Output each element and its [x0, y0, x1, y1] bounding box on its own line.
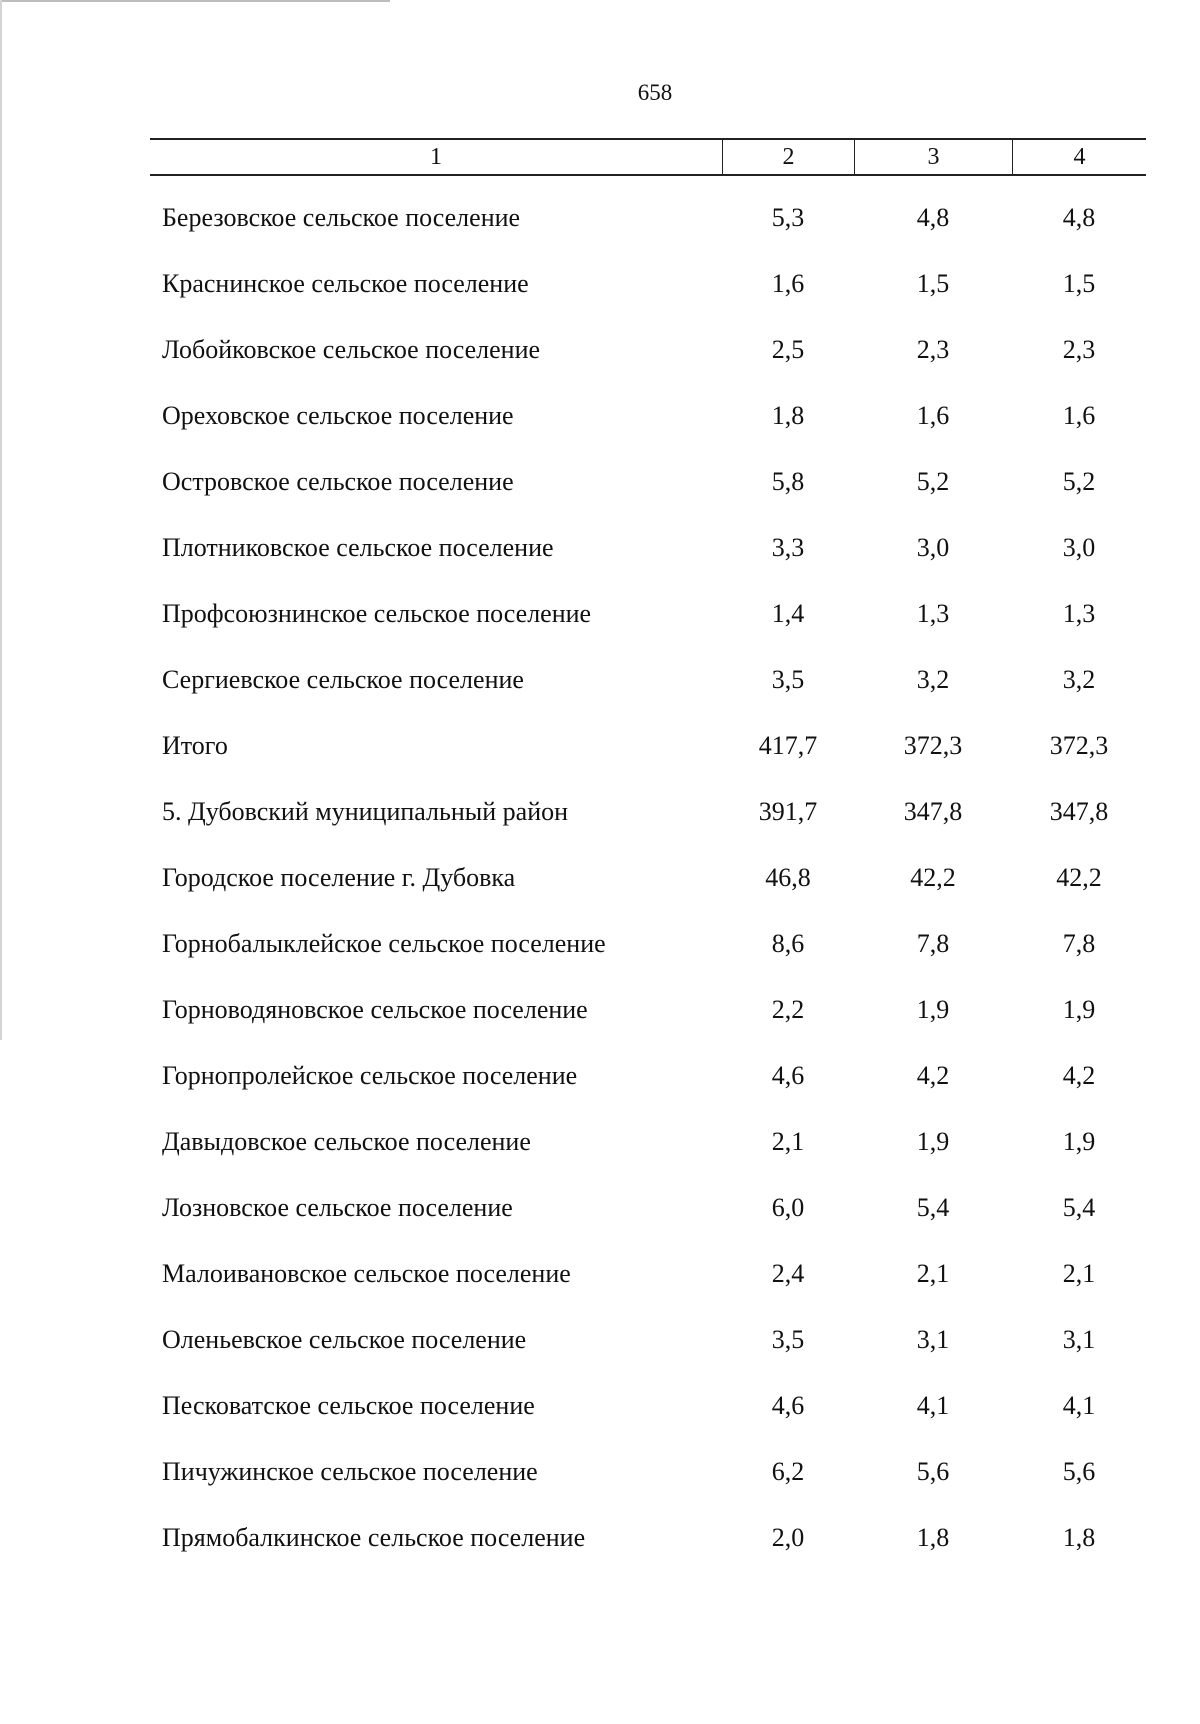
value-col4-cell: 1,8 — [1062, 1523, 1096, 1552]
value-col2-cell: 5,3 — [771, 203, 805, 232]
settlement-name-cell: Горноводяновское сельское поселение — [162, 995, 588, 1024]
value-col3-cell: 5,6 — [916, 1457, 950, 1486]
settlement-name-cell: Городское поселение г. Дубовка — [162, 863, 516, 892]
table-row — [150, 515, 1146, 581]
value-col4-cell: 1,9 — [1062, 1127, 1096, 1156]
value-col2-cell: 3,5 — [771, 665, 805, 694]
value-col4-cell: 1,3 — [1062, 599, 1096, 628]
table-row — [150, 317, 1146, 383]
value-col3-cell: 1,3 — [916, 599, 950, 628]
settlement-name-cell: Итого — [162, 731, 228, 760]
value-col3-cell: 1,9 — [916, 1127, 950, 1156]
table-row — [150, 647, 1146, 713]
value-col2-cell: 3,3 — [771, 533, 805, 562]
settlement-name-cell: Песковатское сельское поселение — [162, 1391, 535, 1420]
value-col4-cell: 5,2 — [1062, 467, 1096, 496]
value-col4-cell: 1,9 — [1062, 995, 1096, 1024]
value-col4-cell: 1,6 — [1062, 401, 1096, 430]
table-header — [150, 138, 1146, 176]
settlement-name-cell: Пичужинское сельское поселение — [162, 1457, 538, 1486]
settlement-name-cell: Лобойковское сельское поселение — [162, 335, 541, 364]
settlement-name-cell: Сергиевское сельское поселение — [162, 665, 524, 694]
value-col4-cell: 3,2 — [1062, 665, 1096, 694]
table-row — [150, 449, 1146, 515]
column-header-1: 1 — [430, 143, 442, 170]
value-col4-cell: 3,1 — [1062, 1325, 1096, 1354]
value-col2-cell: 391,7 — [758, 797, 818, 826]
value-col3-cell: 3,1 — [916, 1325, 950, 1354]
value-col3-cell: 42,2 — [910, 863, 956, 892]
table-row — [150, 383, 1146, 449]
value-col2-cell: 2,0 — [771, 1523, 805, 1552]
table-row — [150, 581, 1146, 647]
value-col2-cell: 1,4 — [771, 599, 805, 628]
table-row — [150, 1043, 1146, 1109]
value-col4-cell: 1,5 — [1062, 269, 1096, 298]
table-row — [150, 185, 1146, 251]
value-col2-cell: 4,6 — [771, 1391, 805, 1420]
value-col3-cell: 2,3 — [916, 335, 950, 364]
value-col3-cell: 347,8 — [903, 797, 963, 826]
value-col4-cell: 5,6 — [1062, 1457, 1096, 1486]
table-row — [150, 1175, 1146, 1241]
table-row — [150, 911, 1146, 977]
table-row — [150, 251, 1146, 317]
value-col3-cell: 4,1 — [916, 1391, 950, 1420]
settlement-name-cell: Ореховское сельское поселение — [162, 401, 514, 430]
table-row — [150, 845, 1146, 911]
table-row — [150, 1373, 1146, 1439]
value-col2-cell: 46,8 — [765, 863, 811, 892]
value-col4-cell: 4,1 — [1062, 1391, 1096, 1420]
value-col2-cell: 1,6 — [771, 269, 805, 298]
settlement-name-cell: Плотниковское сельское поселение — [162, 533, 554, 562]
value-col2-cell: 6,2 — [771, 1457, 805, 1486]
value-col3-cell: 1,5 — [916, 269, 950, 298]
value-col3-cell: 1,8 — [916, 1523, 950, 1552]
value-col3-cell: 5,2 — [916, 467, 950, 496]
settlement-name-cell: Горнобалыклейское сельское поселение — [162, 929, 606, 958]
value-col4-cell: 2,1 — [1062, 1259, 1096, 1288]
table-row — [150, 1505, 1146, 1571]
value-col2-cell: 2,2 — [771, 995, 805, 1024]
value-col3-cell: 372,3 — [903, 731, 963, 760]
value-col3-cell: 1,9 — [916, 995, 950, 1024]
value-col4-cell: 4,8 — [1062, 203, 1096, 232]
value-col4-cell: 2,3 — [1062, 335, 1096, 364]
value-col3-cell: 4,8 — [916, 203, 950, 232]
value-col2-cell: 3,5 — [771, 1325, 805, 1354]
table-row — [150, 1109, 1146, 1175]
value-col4-cell: 4,2 — [1062, 1061, 1096, 1090]
table-body — [150, 185, 1146, 1571]
value-col3-cell: 4,2 — [916, 1061, 950, 1090]
value-col2-cell: 2,5 — [771, 335, 805, 364]
value-col4-cell: 7,8 — [1062, 929, 1096, 958]
value-col3-cell: 1,6 — [916, 401, 950, 430]
value-col3-cell: 5,4 — [916, 1193, 950, 1222]
settlement-name-cell: Краснинское сельское поселение — [162, 269, 529, 298]
value-col4-cell: 3,0 — [1062, 533, 1096, 562]
value-col2-cell: 4,6 — [771, 1061, 805, 1090]
settlement-name-cell: Давыдовское сельское поселение — [162, 1127, 531, 1156]
value-col2-cell: 8,6 — [771, 929, 805, 958]
settlement-name-cell: Оленьевское сельское поселение — [162, 1325, 527, 1354]
settlement-name-cell: Березовское сельское поселение — [162, 203, 521, 232]
settlement-name-cell: Островское сельское поселение — [162, 467, 514, 496]
value-col4-cell: 372,3 — [1049, 731, 1109, 760]
value-col2-cell: 1,8 — [771, 401, 805, 430]
scan-edge-top — [0, 0, 390, 2]
settlement-name-cell: Лозновское сельское поселение — [162, 1193, 513, 1222]
value-col2-cell: 5,8 — [771, 467, 805, 496]
table-row — [150, 1307, 1146, 1373]
scan-edge-left — [0, 0, 2, 1040]
settlement-name-cell: 5. Дубовский муниципальный район — [162, 797, 569, 826]
value-col3-cell: 3,0 — [916, 533, 950, 562]
column-header-2: 2 — [722, 140, 854, 174]
settlement-name-cell: Прямобалкинское сельское поселение — [162, 1523, 586, 1552]
page-number: 658 — [637, 80, 673, 105]
value-col3-cell: 2,1 — [916, 1259, 950, 1288]
settlement-name-cell: Профсоюзнинское сельское поселение — [162, 599, 592, 628]
value-col4-cell: 347,8 — [1049, 797, 1109, 826]
table-row — [150, 1439, 1146, 1505]
table-row — [150, 713, 1146, 779]
table-row — [150, 1241, 1146, 1307]
value-col2-cell: 2,1 — [771, 1127, 805, 1156]
settlement-name-cell: Горнопролейское сельское поселение — [162, 1061, 578, 1090]
table-row — [150, 977, 1146, 1043]
value-col4-cell: 42,2 — [1056, 863, 1102, 892]
value-col2-cell: 417,7 — [758, 731, 818, 760]
settlement-name-cell: Малоивановское сельское поселение — [162, 1259, 571, 1288]
value-col3-cell: 7,8 — [916, 929, 950, 958]
value-col4-cell: 5,4 — [1062, 1193, 1096, 1222]
column-header-4: 4 — [1012, 140, 1146, 174]
value-col2-cell: 6,0 — [771, 1193, 805, 1222]
value-col3-cell: 3,2 — [916, 665, 950, 694]
column-header-3: 3 — [854, 140, 1012, 174]
table-row — [150, 779, 1146, 845]
value-col2-cell: 2,4 — [771, 1259, 805, 1288]
